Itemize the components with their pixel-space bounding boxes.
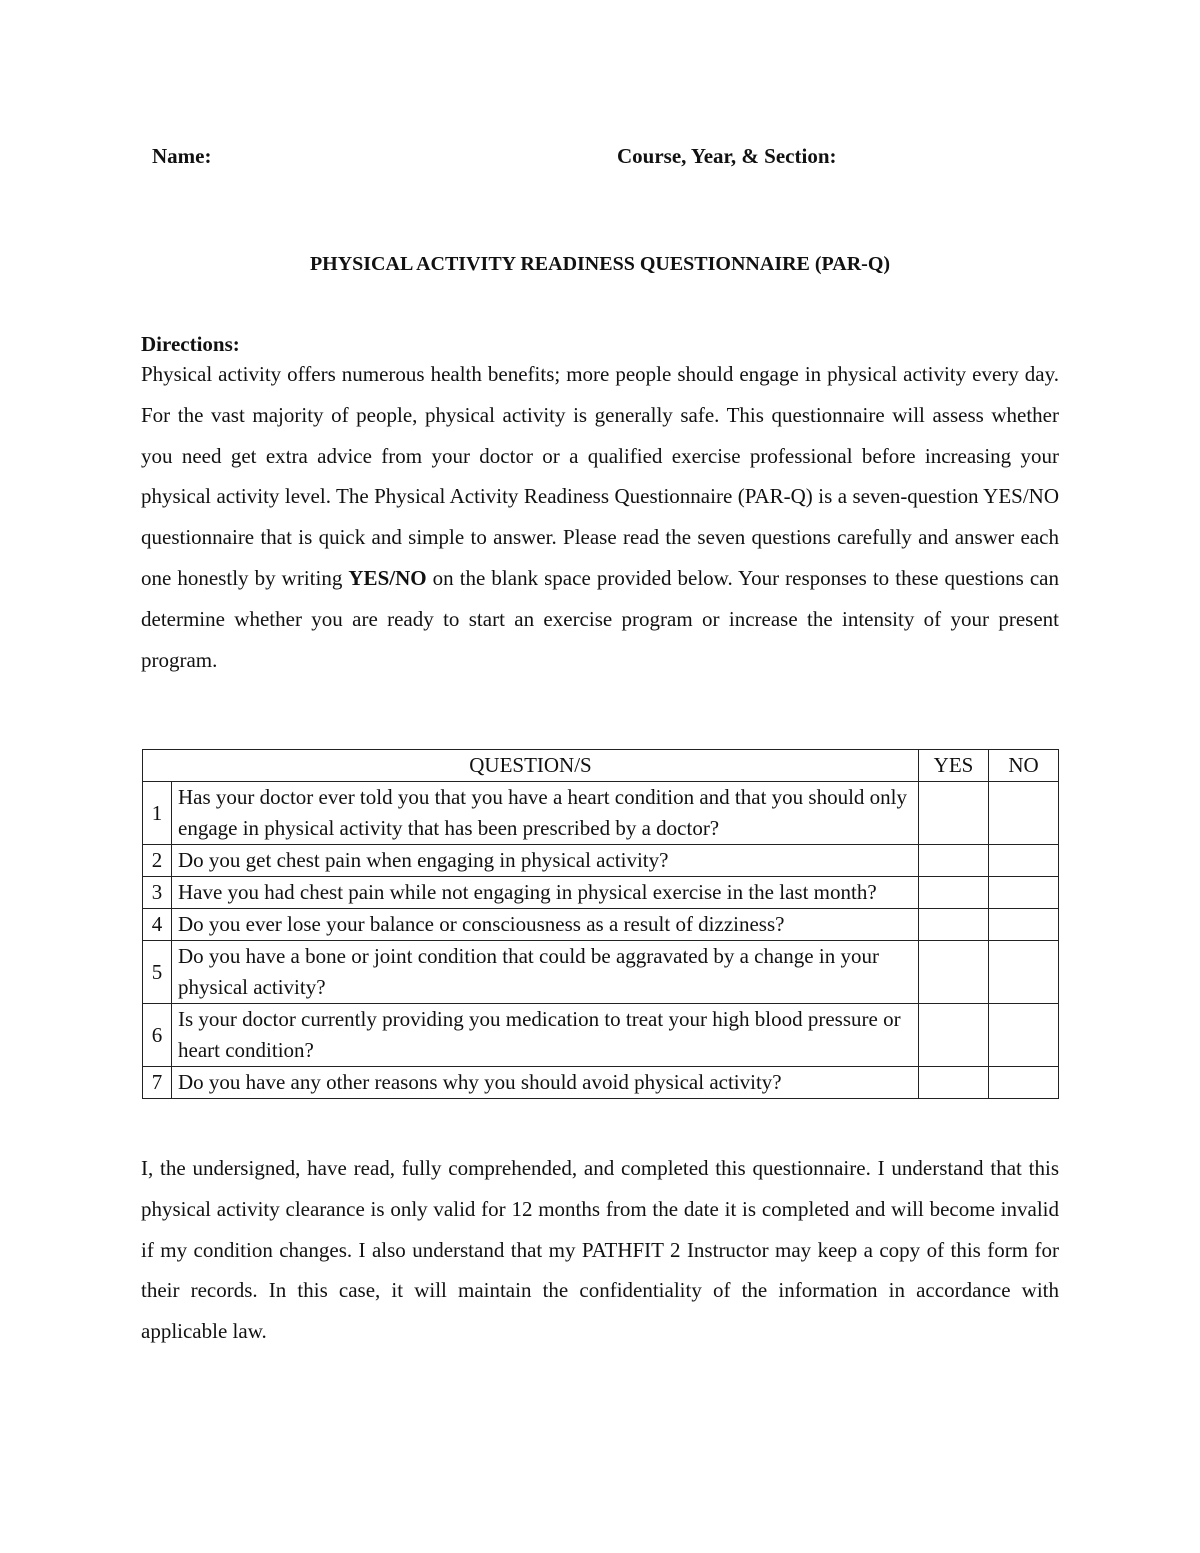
yes-answer-cell[interactable] xyxy=(919,941,989,1004)
table-row xyxy=(143,941,1059,1004)
yes-answer-cell[interactable] xyxy=(919,1067,989,1099)
question-text: Has your doctor ever told you that you have a heart condition and that you should only engage in physical activity that has been prescribed by a doctor? xyxy=(172,782,919,845)
question-text: Do you have a bone or joint condition that could be aggravated by a change in your physical activity? xyxy=(172,941,919,1004)
yes-column-header: YES xyxy=(919,750,989,782)
question-number: 7 xyxy=(143,1067,172,1099)
page-title: PHYSICAL ACTIVITY READINESS QUESTIONNAIRE (PAR-Q) xyxy=(309,253,891,275)
directions-text-part2: on the blank space provided below. Your responses to these questions can determine whether you are ready to start an exercise program or increase the intensity of your present program. xyxy=(141,565,1059,672)
course-year-section-label: Course, Year, & Section: xyxy=(617,144,837,168)
table-row xyxy=(143,909,1059,941)
question-text: Do you get chest pain when engaging in physical activity? xyxy=(172,845,919,877)
no-answer-cell[interactable] xyxy=(989,1067,1059,1099)
question-number: 5 xyxy=(143,941,172,1004)
table-header-row xyxy=(143,750,1059,782)
table-row xyxy=(143,845,1059,877)
no-answer-cell[interactable] xyxy=(989,845,1059,877)
question-number: 3 xyxy=(143,877,172,909)
question-number: 6 xyxy=(143,1004,172,1067)
no-answer-cell[interactable] xyxy=(989,1004,1059,1067)
question-number: 1 xyxy=(143,782,172,845)
yes-answer-cell[interactable] xyxy=(919,782,989,845)
no-answer-cell[interactable] xyxy=(989,941,1059,1004)
no-answer-cell[interactable] xyxy=(989,909,1059,941)
yes-answer-cell[interactable] xyxy=(919,845,989,877)
yes-answer-cell[interactable] xyxy=(919,877,989,909)
declaration-text: I, the undersigned, have read, fully comprehended, and completed this questionnaire. I understand that this physical activity clearance is only valid for 12 months from the date it is completed and will become invalid if my condition changes. I also understand that my PATHFIT 2 Instructor may keep a copy of this form for their records. In this case, it will maintain the confidentiality of the information in accordance with applicable law. xyxy=(141,1156,1059,1344)
no-answer-cell[interactable] xyxy=(989,782,1059,845)
directions-heading: Directions: xyxy=(141,332,240,356)
table-row xyxy=(143,1067,1059,1099)
question-column-header: QUESTION/S xyxy=(143,750,919,782)
directions-text xyxy=(141,354,1059,680)
question-number: 4 xyxy=(143,909,172,941)
question-number: 2 xyxy=(143,845,172,877)
name-label: Name: xyxy=(152,144,212,168)
yes-answer-cell[interactable] xyxy=(919,1004,989,1067)
question-text: Do you ever lose your balance or consciousness as a result of dizziness? xyxy=(172,909,919,941)
parq-table xyxy=(142,749,1059,1099)
directions-text-bold: YES/NO xyxy=(348,565,427,590)
question-text: Is your doctor currently providing you medication to treat your high blood pressure or heart condition? xyxy=(172,1004,919,1067)
table-row xyxy=(143,1004,1059,1067)
no-column-header: NO xyxy=(989,750,1059,782)
no-answer-cell[interactable] xyxy=(989,877,1059,909)
question-text: Do you have any other reasons why you should avoid physical activity? xyxy=(172,1067,919,1099)
table-row xyxy=(143,877,1059,909)
yes-answer-cell[interactable] xyxy=(919,909,989,941)
question-text: Have you had chest pain while not engaging in physical exercise in the last month? xyxy=(172,877,919,909)
table-row xyxy=(143,782,1059,845)
directions-text-part1: Physical activity offers numerous health benefits; more people should engage in physical activity every day. For the vast majority of people, physical activity is generally safe. This questionnaire will assess whether you need get extra advice from your doctor or a qualified exercise professional before increasing your physical activity level. The Physical Activity Readiness Questionnaire (PAR-Q) is a seven-question YES/NO questionnaire that is quick and simple to answer. Please read the seven questions carefully and answer each one honestly by writing xyxy=(141,362,1059,590)
